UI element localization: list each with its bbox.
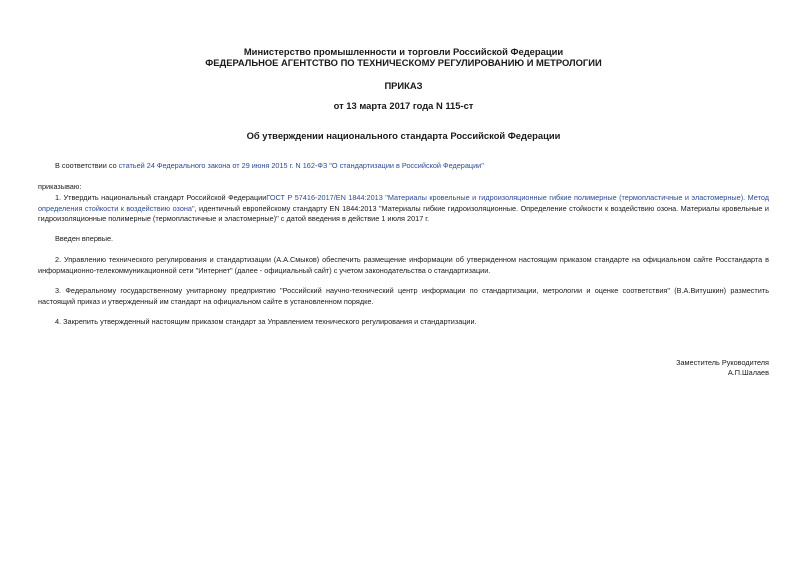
introduced-note: Введен впервые. (55, 234, 114, 243)
law-reference-link[interactable]: статьей 24 Федерального закона от 29 июня 2015 г. N 162-ФЗ "О стандартизации в Российской Федерации" (118, 161, 484, 170)
item-4-paragraph: 4. Закрепить утвержденный настоящим приказом стандарт за Управлением технического регулирования и стандартизации. (55, 317, 477, 326)
intro-paragraph (38, 161, 769, 172)
item-3-paragraph: 3. Федеральному государственному унитарному предприятию "Российский научно-технический центр информации по стандартизации, метрологии и оценке соответствия" (В.А.Витушкин) разместить настоящий приказ и утвержденный им стандарт на официальном сайте в установленном порядке. (38, 286, 769, 306)
item-1-prefix: 1. Утвердить национальный стандарт Российской Федерации (55, 193, 267, 202)
intro-prefix: В соответствии со (55, 161, 119, 170)
standard-link[interactable]: ГОСТ Р 57416-2017/EN 1844:2013 "Материалы кровельные и гидроизоляционные гибкие полимерные (термопластичные и эластомерные). Метод определения стойкости к воздействию озона" (38, 193, 769, 213)
signatory-position: Заместитель Руководителя (676, 358, 769, 367)
item-2-paragraph: 2. Управлению технического регулирования и стандартизации (А.А.Смыков) обеспечить размещение информации об утвержденном настоящим приказом стандарте на официальном сайте Росстандарта в информационно-телекоммуникационной сети "Интернет" (далее - официальный сайт) с учетом законодательства о стандартизации. (38, 255, 769, 275)
item-1-paragraph (38, 193, 769, 225)
orders-word: приказываю: (38, 182, 82, 191)
document-type: ПРИКАЗ (384, 80, 423, 91)
item-1-suffix: , идентичный европейскому стандарту EN 1844:2013 "Материалы гибкие гидроизоляционные. Определение стойкости к воздействию озона. Материалы кровельные и гидроизоляционные полимерные (термопластичные и эластомерные)" с датой введения в действие 1 июля 2017 г. (38, 203, 769, 223)
agency-title: ФЕДЕРАЛЬНОЕ АГЕНТСТВО ПО ТЕХНИЧЕСКОМУ РЕГУЛИРОВАНИЮ И МЕТРОЛОГИИ (205, 57, 602, 68)
document-subject: Об утверждении национального стандарта Российской Федерации (246, 130, 561, 141)
ministry-title: Министерство промышленности и торговли Российской Федерации (243, 46, 564, 57)
signatory-name: А.П.Шалаев (727, 368, 769, 377)
document-date-number: от 13 марта 2017 года N 115-ст (333, 100, 474, 111)
